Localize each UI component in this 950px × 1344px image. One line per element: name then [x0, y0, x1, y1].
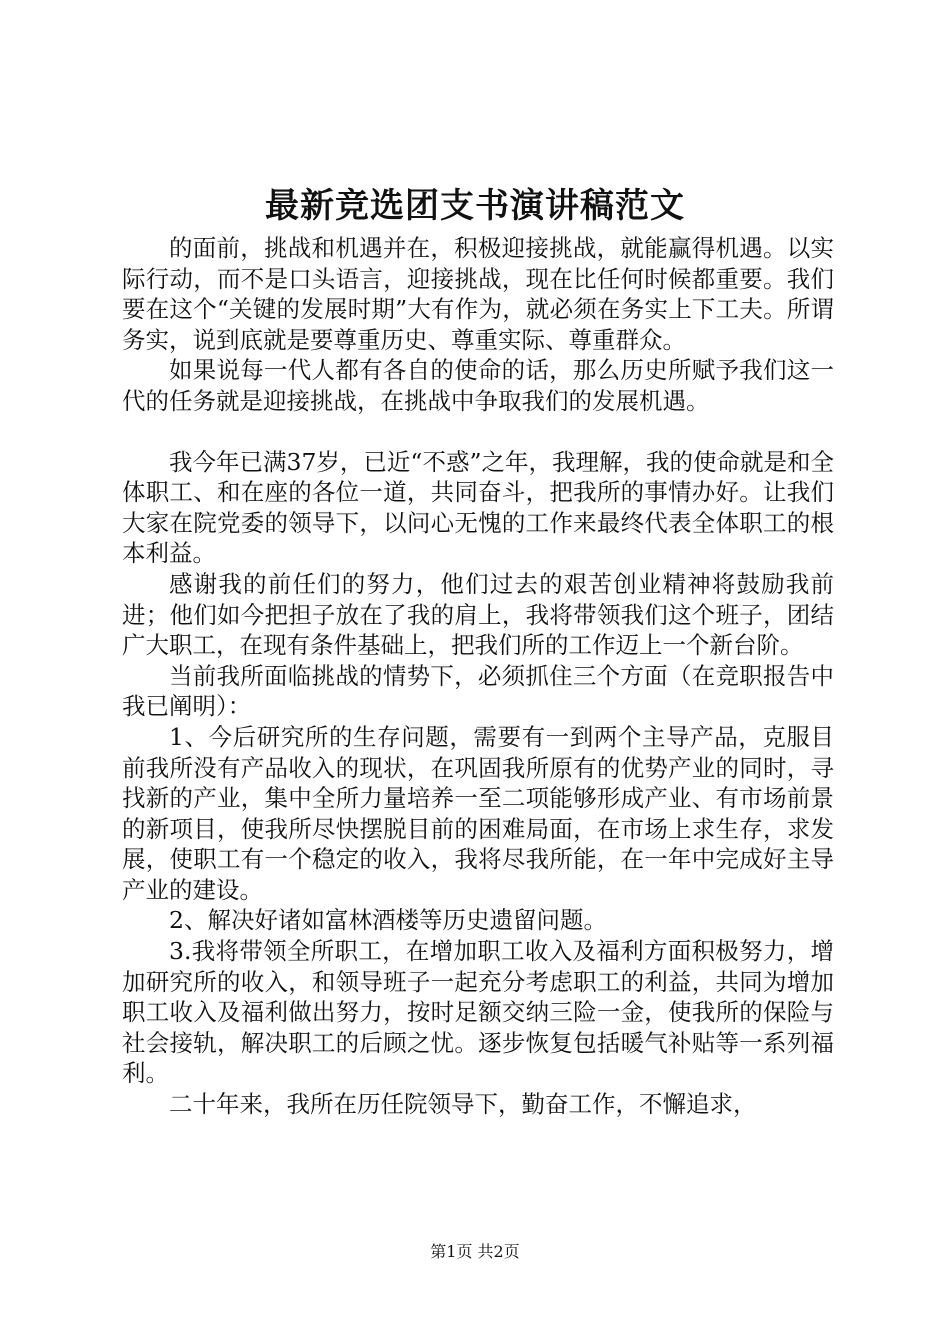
list-item: 2、解决好诸如富林酒楼等历史遗留问题。: [169, 906, 607, 935]
document-title: 最新竞选团支书演讲稿范文: [265, 186, 685, 226]
paragraph: 二十年来，我所在历任院领导下，勤奋工作，不懈追求，: [169, 1090, 757, 1119]
list-item: 3.我将带领全所职工，在增加职工收入及福利方面积极努力，增加研究所的收入，和领导班子一起充分考虑职工的利益，共同为增加职工收入及福利做出努力，按时足额交纳三险一金，使我所的保险与社会接轨，解决职工的后顾之忧。逐步恢复包括暖气补贴等一系列福利。: [122, 937, 834, 1088]
page-number-footer: 第1页 共2页: [430, 1242, 520, 1261]
paragraph: 如果说每一代人都有各自的使命的话，那么历史所赋予我们这一代的任务就是迎接挑战，在挑战中争取我们的发展机遇。: [122, 356, 834, 415]
list-item: 1、今后研究所的生存问题，需要有一到两个主导产品，克服目前我所没有产品收入的现状，在巩固我所原有的优势产业的同时，寻找新的产业，集中全所力量培养一至二项能够形成产业、有市场前景的新项目，使我所尽快摆脱目前的困难局面，在市场上求生存，求发展，使职工有一个稳定的收入，我将尽我所能，在一年中完成好主导产业的建设。: [122, 722, 834, 904]
paragraph: 当前我所面临挑战的情势下，必须抓住三个方面（在竞职报告中我已阐明）：: [122, 661, 834, 721]
paragraph: 我今年已满37岁，已近“不惑”之年，我理解，我的使命就是和全体职工、和在座的各位一道，共同奋斗，把我所的事情办好。让我们大家在院党委的领导下，以问心无愧的工作来最终代表全体职工的根本利益。: [122, 447, 834, 568]
paragraph: 的面前，挑战和机遇并在，积极迎接挑战，就能赢得机遇。以实际行动，而不是口头语言，迎接挑战，现在比任何时候都重要。我们要在这个“关键的发展时期”大有作为，就必须在务实上下工夫。所谓务实，说到底就是要尊重历史、尊重实际、尊重群众。: [122, 234, 834, 354]
paragraph: 感谢我的前任们的努力，他们过去的艰苦创业精神将鼓励我前进；他们如今把担子放在了我的肩上，我将带领我们这个班子，团结广大职工，在现有条件基础上，把我们所的工作迈上一个新台阶。: [122, 569, 834, 660]
document-body: [122, 233, 834, 1120]
